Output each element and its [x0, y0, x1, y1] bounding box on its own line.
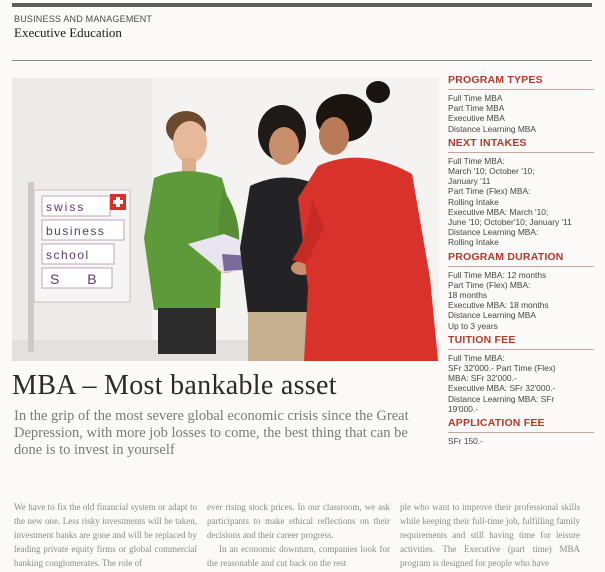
article-headline: MBA – Most bankable asset	[12, 370, 337, 401]
sign-line-3: school	[46, 248, 90, 262]
facts-line: Full Time MBA:	[448, 352, 505, 363]
sign-line-4: S B	[50, 271, 109, 287]
facts-line: Executive MBA: March '10;	[448, 206, 549, 217]
facts-heading: APPLICATION FEE	[448, 417, 594, 433]
facts-line: March '10; October '10;	[448, 166, 535, 177]
facts-line: Full Time MBA:	[448, 155, 505, 166]
sign-line-1: swiss	[46, 200, 86, 214]
body-paragraph: ple who want to improve their professional skills while keeping their full-time job, fulfilling family requirements and still having time for leisure activities. The Executive (part time) MBA program is designed for people who have	[400, 502, 580, 568]
facts-line: 19'000.-	[448, 403, 479, 414]
facts-line: Rolling Intake	[448, 237, 499, 248]
facts-line: MBA: SFr 32'000.-	[448, 373, 517, 384]
subsection-label: Executive Education	[14, 25, 122, 40]
header-divider	[12, 60, 592, 61]
article-body	[14, 500, 594, 572]
facts-line: Distance Learning MBA	[448, 123, 536, 134]
facts-heading: TUITION FEE	[448, 334, 594, 350]
program-facts-sidebar	[448, 74, 594, 446]
facts-line: Up to 3 years	[448, 320, 498, 331]
body-column-2	[207, 500, 390, 570]
facts-line: Rolling Intake	[448, 196, 499, 207]
facts-line: January '11	[448, 176, 491, 187]
facts-line: Distance Learning MBA: SFr	[448, 393, 555, 404]
facts-line: Full Time MBA: 12 months	[448, 269, 547, 280]
facts-line: Full Time MBA	[448, 93, 503, 103]
body-column-3	[400, 500, 580, 570]
body-paragraph: ever rising stock prices. In our classroom, we ask participants to make ethical reflections on their decisions and their career progress.	[207, 502, 390, 540]
facts-line: Distance Learning MBA	[448, 310, 536, 321]
facts-line: SFr 150.-	[448, 436, 483, 447]
body-paragraph: We have to fix the old financial system or adapt to the new one. Less risky investments will be taken, investment banks are gone and will be replaced by leading private equity firms or global commercial banking conglomerates. The role of	[14, 502, 197, 568]
facts-application-fee	[448, 417, 594, 446]
facts-program-types	[448, 74, 594, 137]
article-photo	[12, 78, 439, 361]
facts-line: Part Time (Flex) MBA:	[448, 186, 531, 197]
sign-line-2: business	[46, 224, 106, 238]
facts-program-duration	[448, 251, 594, 334]
facts-line: 18 months	[448, 290, 488, 301]
photo-illustration	[12, 78, 439, 361]
body-paragraph: In an economic downturn, companies look for the reasonable and cut back on the rest	[207, 544, 390, 568]
facts-heading: PROGRAM TYPES	[448, 74, 594, 90]
facts-line: Distance Learning MBA:	[448, 227, 539, 238]
facts-line: June '10; October'10; January '11	[448, 217, 572, 228]
body-column-1	[14, 500, 197, 570]
section-label: BUSINESS AND MANAGEMENT	[14, 14, 153, 24]
facts-line: SFr 32'000.- Part Time (Flex)	[448, 363, 556, 374]
facts-line: Part Time MBA	[448, 103, 505, 114]
facts-line: Executive MBA: 18 months	[448, 300, 549, 311]
facts-next-intakes	[448, 137, 594, 251]
article-deck: In the grip of the most severe global economic crisis since the Great Depression, with more job losses to come, the best thing that can be done is to invest in yourself	[14, 408, 409, 458]
facts-heading: NEXT INTAKES	[448, 137, 594, 153]
facts-line: Executive MBA: SFr 32'000.-	[448, 383, 556, 394]
facts-line: Part Time (Flex) MBA:	[448, 279, 531, 290]
top-rule	[12, 3, 592, 7]
facts-line: Executive MBA	[448, 113, 505, 124]
facts-tuition-fee	[448, 334, 594, 417]
facts-heading: PROGRAM DURATION	[448, 251, 594, 267]
